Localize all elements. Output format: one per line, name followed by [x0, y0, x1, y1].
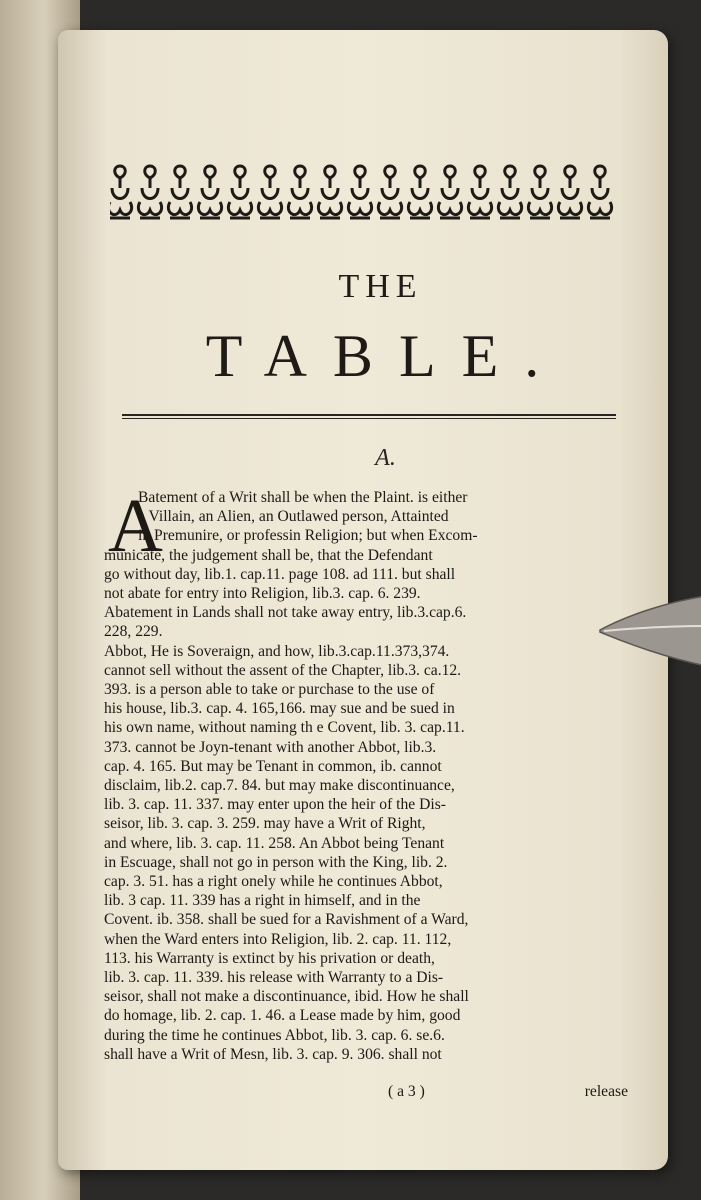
text-line: municate, the judgement shall be, that the Defendant — [104, 546, 433, 564]
text-line: do homage, lib. 2. cap. 1. 46. a Lease made by him, good — [104, 1007, 461, 1025]
text-line: during the time he continues Abbot, lib. 3. cap. 6. se.6. — [104, 1026, 445, 1044]
catchword: release — [584, 1083, 628, 1100]
ornament-glyph — [138, 166, 161, 218]
text-line: lib. 3. cap. 11. 337. may enter upon the heir of the Dis- — [104, 796, 446, 814]
text-line: in Premunire, or professin Religion; but when Excom- — [138, 527, 478, 545]
ornament-glyph — [438, 166, 461, 218]
page-heading: THE — [338, 268, 423, 305]
signature-mark: ( a 3 ) — [388, 1083, 425, 1100]
text-line: cap. 3. 51. has a right onely while he continues Abbot, — [104, 873, 443, 891]
ornament-glyph — [168, 166, 191, 218]
text-line: seisor, shall not make a discontinuance, ibid. How he shall — [104, 988, 469, 1006]
text-line: Batement of a Writ shall be when the Plaint. is either — [138, 489, 468, 506]
ornament-glyph — [228, 166, 251, 218]
ornament-glyph — [318, 166, 341, 218]
text-line: 228, 229. — [104, 623, 163, 641]
text-line: 113. his Warranty is extinct by his privation or death, — [104, 949, 435, 967]
ornament-glyph — [378, 166, 401, 218]
title-rule-thin — [122, 418, 616, 419]
ornament-glyph — [198, 166, 221, 218]
text-line: 393. is a person able to take or purchase to the use of — [104, 681, 435, 699]
text-line: disclaim, lib.2. cap.7. 84. but may make discontinuance, — [104, 777, 455, 795]
ornament-glyph — [468, 166, 491, 218]
text-line: and where, lib. 3. cap. 11. 258. An Abbot being Tenant — [104, 834, 445, 852]
text-line: cap. 4. 165. But may be Tenant in common, ib. cannot — [104, 757, 442, 775]
ornament-glyph — [528, 166, 551, 218]
text-line: lib. 3. cap. 11. 339. his release with Warranty to a Dis- — [104, 969, 444, 987]
text-line: his own name, without naming th e Covent, lib. 3. cap.11. — [104, 719, 465, 737]
pointer-tool — [596, 596, 701, 666]
drop-cap: A — [108, 484, 163, 568]
text-line: Covent. ib. 358. shall be sued for a Ravishment of a Ward, — [104, 911, 469, 929]
ornament-glyph — [558, 166, 581, 218]
text-line: cannot sell without the assent of the Chapter, lib.3. ca.12. — [104, 661, 462, 679]
text-line: not abate for entry into Religion, lib.3. cap. 6. 239. — [104, 585, 421, 603]
text-line: in Escuage, shall not go in person with the King, lib. 2. — [104, 853, 448, 871]
text-line: 373. cannot be Joyn-tenant with another Abbot, lib.3. — [104, 738, 437, 756]
ornament-glyph — [110, 166, 132, 218]
text-line: shall have a Writ of Mesn, lib. 3. cap. 9. 306. shall not — [104, 1045, 442, 1063]
page-title: TABLE. — [205, 323, 566, 389]
text-line: a Villain, an Alien, an Outlawed person, Attainted — [138, 508, 449, 526]
text-line: his house, lib.3. cap. 4. 165,166. may sue and be sued in — [104, 700, 455, 718]
text-line: Abatement in Lands shall not take away entry, lib.3.cap.6. — [104, 604, 467, 622]
text-line: when the Ward enters into Religion, lib. 2. cap. 11. 112, — [104, 930, 452, 948]
table-body — [104, 484, 628, 1064]
text-line: lib. 3 cap. 11. 339 has a right in himself, and in the — [104, 892, 421, 910]
ornament-glyph — [588, 166, 611, 218]
text-line: go without day, lib.1. cap.11. page 108. ad 111. but shall — [104, 565, 456, 583]
ornament-glyph — [288, 166, 311, 218]
ornament-band — [110, 158, 630, 228]
ornament-glyph — [348, 166, 371, 218]
ornament-glyph — [408, 166, 431, 218]
ornament-glyph — [498, 166, 521, 218]
ornament-glyph — [258, 166, 281, 218]
title-rule — [122, 414, 616, 416]
text-line: seisor, lib. 3. cap. 3. 259. may have a Writ of Right, — [104, 815, 426, 833]
text-line: Abbot, He is Soveraign, and how, lib.3.cap.11.373,374. — [104, 642, 450, 660]
section-letter: A. — [375, 445, 396, 471]
